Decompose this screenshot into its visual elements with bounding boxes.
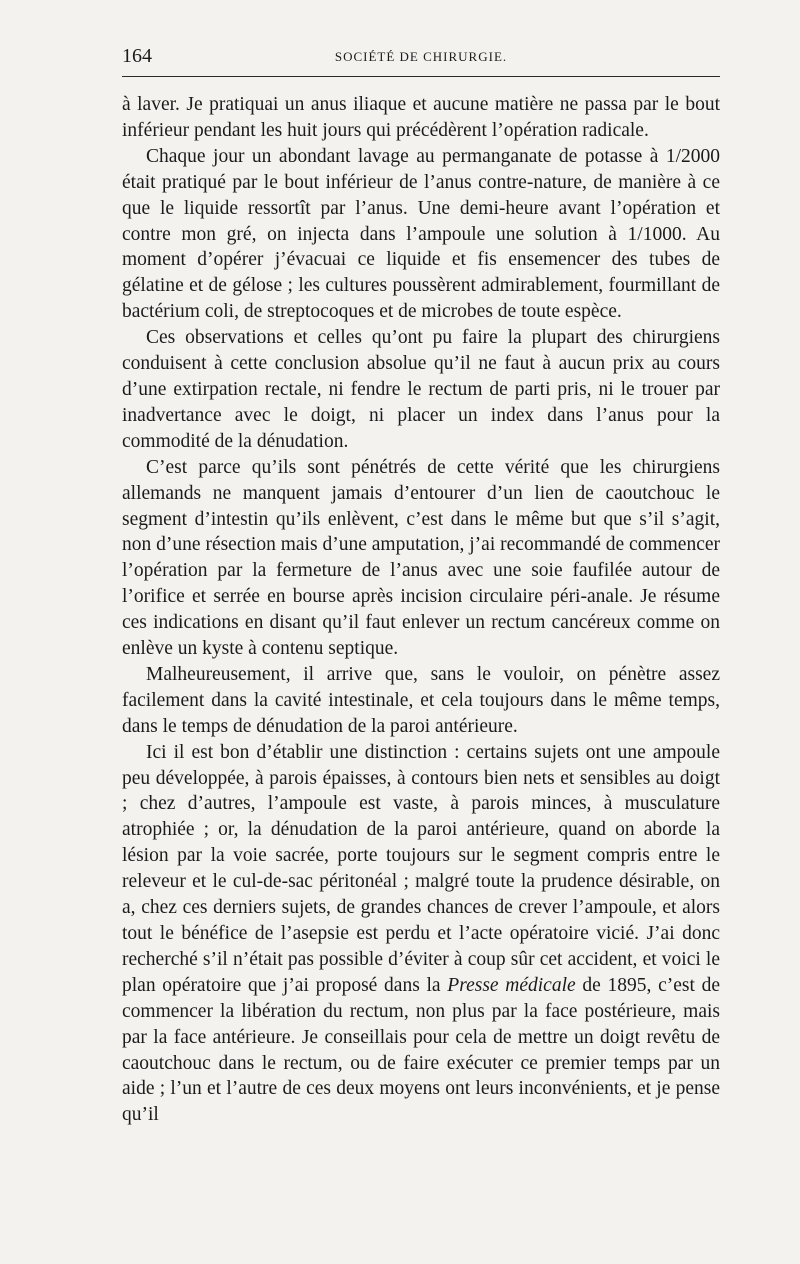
page-number: 164 — [122, 45, 152, 67]
running-head — [122, 44, 720, 70]
journal-title: Presse médicale — [447, 974, 576, 996]
paragraph-distinction — [122, 740, 720, 1129]
paragraph-lavage: Chaque jour un abondant lavage au permanganate de potasse à 1/2000 était pratiqué par le bout inférieur de l’anus contre-nature, de manière à ce que le liquide ressortît par l’anus. Une demi-heure avant l’opération et contre mon gré, on injecta dans l’ampoule une solution à 1/1000. Au moment d’opérer j’évacuai ce liquide et fis ensemencer des tubes de gélatine et de gélose ; les cultures poussèrent admirablement, fourmillant de bactérium coli, de streptocoques et de microbes de toute espèce. — [122, 145, 720, 323]
paragraph-distinction-text-b: de 1895, c’est de commencer la libération du rectum, non plus par la face postérieure, mais par la face antérieure. Je conseillais pour cela de mettre un doigt revêtu de caoutchouc dans le rectum, ou de faire exécuter ce premier temps par un aide ; l’un et l’autre de ces deux moyens ont leurs inconvénients, et je pense qu’il — [122, 974, 721, 1126]
paragraph-distinction-text-a: Ici il est bon d’établir une distinction : certains sujets ont une ampoule peu développée, à parois épaisses, à contours bien nets et sensibles au doigt ; chez d’autres, l’ampoule est vaste, à parois minces, à musculature atrophiée ; or, la dénudation de la paroi antérieure, quand on aborde la lésion par la voie sacrée, porte toujours sur le segment compris entre le releveur et le cul-de-sac péritonéal ; malgré toute la prudence désirable, on a, chez ces derniers sujets, de grandes chances de crever l’ampoule, et alors tout le bénéfice de l’asepsie est perdu et l’acte opératoire vicié. J’ai donc recherché s’il n’était pas possible d’éviter à coup sûr cet accident, et voici le plan opératoire que j’ai proposé dans la — [122, 741, 720, 996]
running-title: SOCIÉTÉ DE CHIRURGIE. — [334, 49, 508, 64]
paragraph-chirurgiens-allemands: C’est parce qu’ils sont pénétrés de cette vérité que les chirurgiens allemands ne manquent jamais d’entourer d’un lien de caoutchouc le segment d’intestin qu’ils enlèvent, c’est dans le même but que s’il s’agit, non d’une résection mais d’une amputation, j’ai recommandé de commencer l’opération par la fermeture de l’anus avec une soie faufilée autour de l’orifice et serrée en bourse après incision circulaire péri-anale. Je résume ces indications en disant qu’il faut enlever un rectum cancéreux comme on enlève un kyste à contenu septique. — [122, 456, 720, 660]
body-text — [122, 92, 720, 1128]
header-rule — [122, 76, 720, 77]
paragraph-conclusion: Ces observations et celles qu’ont pu faire la plupart des chirurgiens conduisent à cette conclusion absolue qu’il ne faut à aucun prix au cours d’une extirpation rectale, ni fendre le rectum de parti pris, ni le trouer par inadvertance avec le doigt, ni placer un index dans l’anus pour la commodité de la dénudation. — [122, 327, 720, 452]
paragraph-continuation: à laver. Je pratiquai un anus iliaque et aucune matière ne passa par le bout inférieur pendant les huit jours qui précédèrent l’opération radicale. — [122, 94, 720, 141]
paragraph-malheureusement: Malheureusement, il arrive que, sans le vouloir, on pénètre assez facilement dans la cavité intestinale, et cela toujours dans le même temps, dans le temps de dénudation de la paroi antérieure. — [122, 663, 720, 737]
